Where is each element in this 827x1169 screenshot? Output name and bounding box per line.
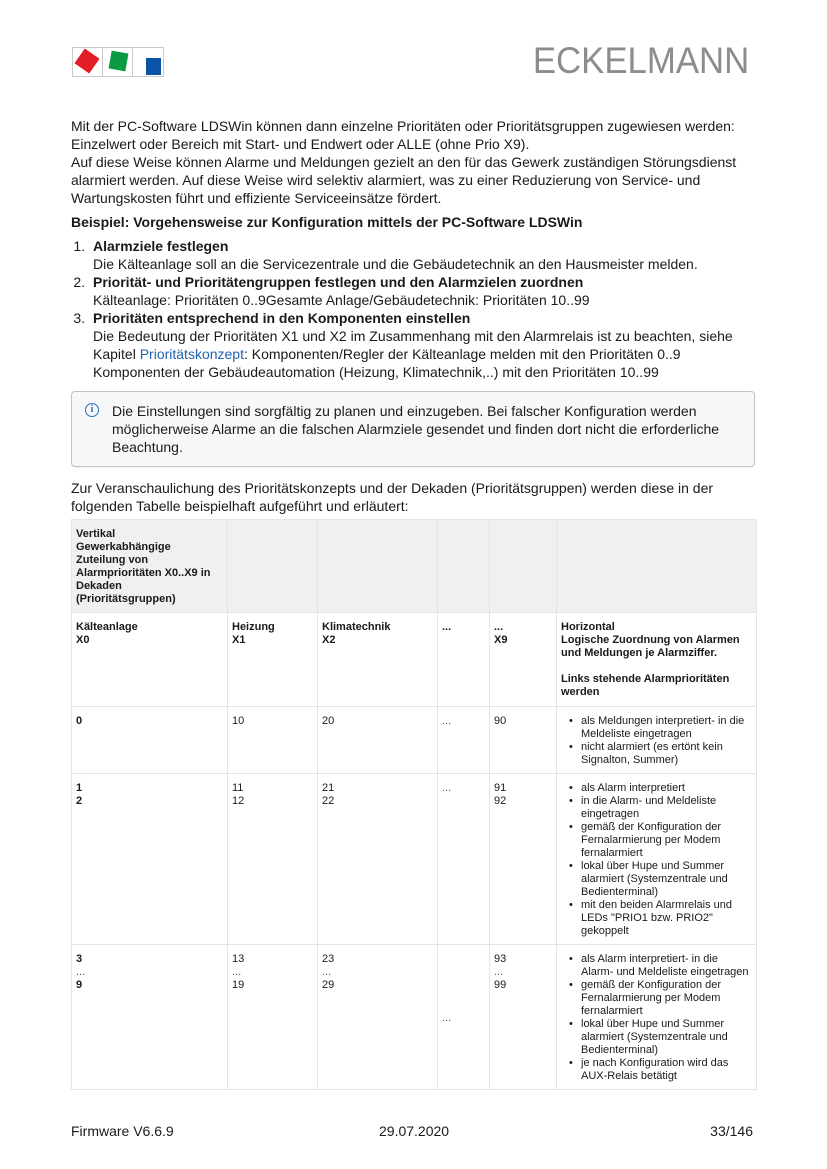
table-cell xyxy=(72,613,228,707)
priority-value: ... xyxy=(322,966,332,978)
priority-value: ... xyxy=(442,782,452,794)
brand-wordmark: ECKELMANN xyxy=(532,40,749,81)
table-cell xyxy=(490,774,557,945)
table-header-cell xyxy=(557,520,757,613)
bullet-item: • gemäß der Konfiguration der Fernalarmierung per Modem fernalarmiert xyxy=(581,821,752,860)
priority-value: 1 xyxy=(76,782,83,794)
priority-value: 10 xyxy=(232,715,245,727)
priority-value: 99 xyxy=(494,979,507,991)
group-name: ... xyxy=(442,621,452,633)
info-box xyxy=(71,391,755,467)
table-cell xyxy=(228,613,318,707)
priority-value: ... xyxy=(494,966,504,978)
priority-value: 21 xyxy=(322,782,335,794)
table-cell xyxy=(72,945,228,1090)
table-cell xyxy=(438,945,490,1090)
table-cell xyxy=(318,707,438,774)
group-code: X9 xyxy=(494,634,508,646)
bullet-item: • mit den beiden Alarmrelais und LEDs "PRIO1 bzw. PRIO2" gekoppelt xyxy=(581,899,752,938)
priority-value: 20 xyxy=(322,715,335,727)
table-cell xyxy=(557,945,757,1090)
prioritaetskonzept-link[interactable]: Prioritätskonzept xyxy=(139,346,244,362)
bullet-item: • als Alarm interpretiert xyxy=(581,782,752,795)
priority-value: 9 xyxy=(76,979,83,991)
step-text: Die Kälteanlage soll an die Servicezentrale und die Gebäudetechnik an den Hausmeister melden. xyxy=(93,256,698,272)
intro-paragraph-2: Auf diese Weise können Alarme und Meldungen gezielt an den für das Gewerk zuständigen Störungsdienst alarmiert werden. Auf diese Weise wird selektiv alarmiert, was zu einer Reduzierung von Service- und Wartungskosten führt und effiziente Serviceeinsätze fördert. xyxy=(71,154,737,206)
logo-green-square-icon xyxy=(109,51,129,72)
bullet-item: • gemäß der Konfiguration der Fernalarmierung per Modem fernalarmiert xyxy=(581,979,752,1018)
step-title: 3. Prioritäten entsprechend in den Komponenten einstellen xyxy=(93,310,471,326)
page-content xyxy=(71,117,757,1090)
table-cell xyxy=(228,945,318,1090)
priority-value: ... xyxy=(442,1011,452,1024)
table-header-cell xyxy=(72,520,228,613)
firmware-version: Firmware V6.6.9 xyxy=(71,1123,174,1139)
bullet-item: • lokal über Hupe und Summer alarmiert (Systemzentrale und Bedienterminal) xyxy=(581,860,752,899)
step-text: Kälteanlage: Prioritäten 0..9Gesamte Anlage/Gebäudetechnik: Prioritäten 10..99 xyxy=(93,292,590,308)
table-cell xyxy=(438,707,490,774)
step-item xyxy=(89,237,757,273)
priority-value: 0 xyxy=(76,715,83,727)
table-cell xyxy=(490,945,557,1090)
horizontal-title: Horizontal xyxy=(561,621,615,633)
priority-value: 19 xyxy=(232,979,245,991)
group-name: Klimatechnik xyxy=(322,621,391,633)
bullet-list xyxy=(561,953,752,1083)
priority-value: ... xyxy=(442,715,452,727)
table-cell xyxy=(490,707,557,774)
example-heading: Beispiel: Vorgehensweise zur Konfiguration mittels der PC-Software LDSWin xyxy=(71,214,583,230)
table-cell xyxy=(557,774,757,945)
priority-value: 91 xyxy=(494,782,507,794)
priority-value: ... xyxy=(232,966,242,978)
priority-value: 2 xyxy=(76,795,83,807)
priority-value: 93 xyxy=(494,953,507,965)
priority-value: 90 xyxy=(494,715,507,727)
priority-value: 23 xyxy=(322,953,335,965)
table-cell xyxy=(72,774,228,945)
bullet-item: • lokal über Hupe und Summer alarmiert (Systemzentrale und Bedienterminal) xyxy=(581,1018,752,1057)
table-cell xyxy=(490,613,557,707)
step-text: Die Bedeutung der Prioritäten X1 und X2 im Zusammenhang mit den Alarmrelais ist zu beachten, siehe Kapitel xyxy=(93,328,733,362)
priority-value: 29 xyxy=(322,979,335,991)
info-text: Die Einstellungen sind sorgfältig zu planen und einzugeben. Bei falscher Konfiguration werden möglicherweise Alarme an die falschen Alarmziele gesendet und finden dort nicht die erforderliche Beachtung. xyxy=(112,403,720,455)
table-row xyxy=(72,707,757,774)
group-name: ... xyxy=(494,621,504,633)
document-date: 29.07.2020 xyxy=(379,1123,450,1139)
vertikal-label: Vertikal xyxy=(76,528,116,540)
table-cell xyxy=(318,613,438,707)
table-cell xyxy=(557,613,757,707)
step-item xyxy=(89,309,757,381)
group-code: X1 xyxy=(232,634,246,646)
bullet-list xyxy=(561,782,752,938)
eckelmann-logo xyxy=(72,47,168,79)
info-circle-icon: i xyxy=(85,403,99,417)
priority-value: 92 xyxy=(494,795,507,807)
intro-paragraph-1: Mit der PC-Software LDSWin können dann einzelne Prioritäten oder Prioritätsgruppen zugewiesen werden: Einzelwert oder Bereich mit Start- und Endwert oder ALLE (ohne Prio X9). xyxy=(71,118,735,152)
table-header-row xyxy=(72,520,757,613)
step-text: : Komponenten/Regler der Kälteanlage melden mit den Prioritäten 0..9 Komponenten der Gebäudeautomation (Heizung, Klimatechnik,..) mit den Prioritäten 10..99 xyxy=(93,346,681,380)
priority-value: 3 xyxy=(76,953,83,965)
group-code: X0 xyxy=(76,634,90,646)
priority-value: ... xyxy=(76,966,86,978)
priority-value: 13 xyxy=(232,953,245,965)
priority-value: 22 xyxy=(322,795,335,807)
priority-table xyxy=(71,519,757,1090)
table-header-cell xyxy=(490,520,557,613)
table-cell xyxy=(72,707,228,774)
table-row xyxy=(72,945,757,1090)
table-intro: Zur Veranschaulichung des Prioritätskonzepts und der Dekaden (Prioritätsgruppen) werden diese in der folgenden Tabelle beispielhaft aufgeführt und erläutert: xyxy=(71,480,714,514)
group-name: Heizung xyxy=(232,621,275,633)
bullet-item: • in die Alarm- und Meldeliste eingetragen xyxy=(581,795,752,821)
table-cell xyxy=(228,774,318,945)
table-header-cell xyxy=(438,520,490,613)
step-item xyxy=(89,273,757,309)
horizontal-note: Links stehende Alarmprioritäten werden xyxy=(561,673,730,698)
table-cell xyxy=(438,613,490,707)
steps-list xyxy=(71,237,757,381)
bullet-item: • nicht alarmiert (es ertönt kein Signalton, Summer) xyxy=(581,741,752,767)
table-row xyxy=(72,774,757,945)
table-cell xyxy=(318,774,438,945)
bullet-list xyxy=(561,715,752,767)
table-cell xyxy=(318,945,438,1090)
page-number: 33/146 xyxy=(710,1123,753,1139)
bullet-item: • als Alarm interpretiert- in die Alarm- und Meldeliste eingetragen xyxy=(581,953,752,979)
group-name: Kälteanlage xyxy=(76,621,138,633)
table-cell xyxy=(438,774,490,945)
step-title: 2. Priorität- und Prioritätengruppen festlegen und den Alarmzielen zuordnen xyxy=(93,274,584,290)
bullet-item: • je nach Konfiguration wird das AUX-Relais betätigt xyxy=(581,1057,752,1083)
vertikal-desc: Gewerkabhängige Zuteilung von Alarmprioritäten X0..X9 in Dekaden (Prioritätsgruppen) xyxy=(76,541,211,605)
priority-value: 12 xyxy=(232,795,245,807)
step-title: 1. Alarmziele festlegen xyxy=(93,238,229,254)
horizontal-desc: Logische Zuordnung von Alarmen und Meldungen je Alarmziffer. xyxy=(561,634,740,659)
table-cell xyxy=(228,707,318,774)
table-cell xyxy=(557,707,757,774)
table-header-cell xyxy=(228,520,318,613)
priority-value: 11 xyxy=(232,782,244,794)
logo-blue-square-icon xyxy=(146,58,161,75)
table-row-groups xyxy=(72,613,757,707)
group-code: X2 xyxy=(322,634,336,646)
table-header-cell xyxy=(318,520,438,613)
bullet-item: • als Meldungen interpretiert- in die Meldeliste eingetragen xyxy=(581,715,752,741)
